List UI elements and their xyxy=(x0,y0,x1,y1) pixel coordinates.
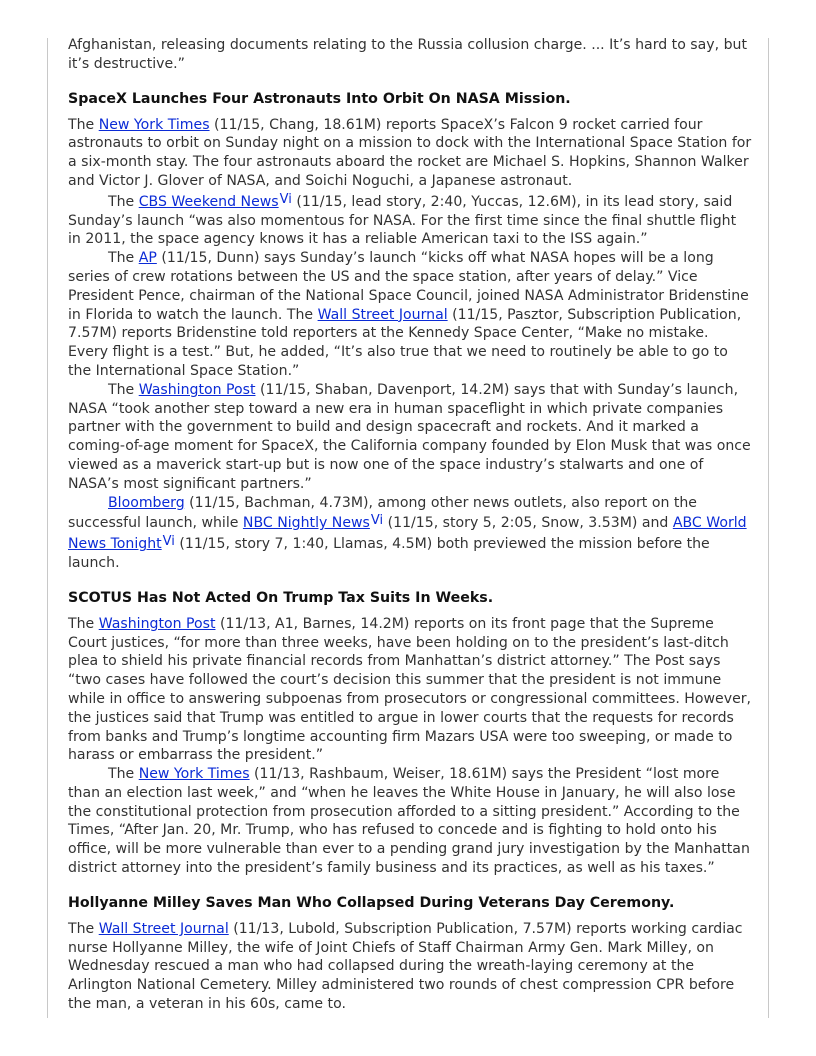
video-icon[interactable]: Vi xyxy=(279,191,292,207)
article-paragraph: The AP (11/15, Dunn) says Sunday’s launch “kicks off what NASA hopes will be a long series of crew rotations between the US and the space station, after years of delay.” Vice President Pence, chairman of the National Space Council, joined NASA Administrator Bridenstine in Florida to watch the launch. The Wall Street Journal (11/15, Pasztor, Subscription Publication, 7.57M) reports Bridenstine told reporters at the Kennedy Space Center, “Make no mistake. Every flight is a test.” But, he added, “It’s also true that we need to routinely be able to go to the International Space Station.” xyxy=(68,250,749,379)
left-margin-rule xyxy=(47,38,48,1018)
article-paragraph: The New York Times (11/13, Rashbaum, Weiser, 18.61M) says the President “lost more than an election last week,” and “when he leaves the White House in January, he will also lose the constitutional protection from prosecution afforded to a sitting president.” According to the Times, “After Jan. 20, Mr. Trump, who has refused to concede and is fighting to hold onto his office, will be more vulnerable than ever to a pending grand jury investigation by the Manhattan district attorney into the president’s family business and its practices, as well as his taxes.” xyxy=(68,766,750,877)
article-paragraph: Bloomberg (11/15, Bachman, 4.73M), among other news outlets, also report on the successful launch, while NBC Nightly NewsVi (11/15, story 5, 2:05, Snow, 3.53M) and ABC World News TonightVi (11/15, story 7, 1:40, Llamas, 4.5M) both previewed the mission before the launch. xyxy=(68,494,747,571)
source-link-cbs[interactable]: CBS Weekend News xyxy=(138,193,279,210)
newsletter-body xyxy=(68,36,752,1014)
article-paragraph: The CBS Weekend NewsVi (11/15, lead story, 2:40, Yuccas, 12.6M), in its lead story, said Sunday’s launch “was also momentous for NASA. For the first time since the final shuttle flight in 2011, the space agency knows it has a reliable American taxi to the ISS again.” xyxy=(68,191,737,248)
source-link-abc[interactable]: ABC World News Tonight xyxy=(68,515,747,553)
article-paragraph: The Washington Post (11/13, A1, Barnes, 14.2M) reports on its front page that the Supreme Court justices, “for more than three weeks, have been holding on to the president’s last-ditch plea to shield his private financial records from Manhattan’s district attorney.” The Post says “two cases have followed the court’s decision this summer that the president is not immune while in office to answering subpoenas from prosecutors or congressional committees. However, the justices said that Trump was entitled to argue in lower courts that the requests for records from banks and Trump’s longtime accounting firm Mazars USA were too sweeping, or made to harass or embarrass the president.” xyxy=(68,615,752,764)
article-headline-scotus: SCOTUS Has Not Acted On Trump Tax Suits In Weeks. xyxy=(68,589,494,606)
article-paragraph: The New York Times (11/15, Chang, 18.61M) reports SpaceX’s Falcon 9 rocket carried four astronauts to orbit on Sunday night on a mission to dock with the International Space Station for a six-month stay. The four astronauts aboard the rocket are Michael S. Hopkins, Shannon Walker and Victor J. Glover of NASA, and Soichi Noguchi, a Japanese astronaut. xyxy=(68,116,752,189)
source-link-nyt[interactable]: New York Times xyxy=(138,766,250,783)
source-link-ap[interactable]: AP xyxy=(138,250,157,267)
article-paragraph: The Wall Street Journal (11/13, Lubold, Subscription Publication, 7.57M) reports working cardiac nurse Hollyanne Milley, the wife of Joint Chiefs of Staff Chairman Army Gen. Mark Milley, on Wednesday rescued a man who had collapsed during the wreath-laying ceremony at the Arlington National Cemetery. Milley administered two rounds of chest compression CPR before the man, a veteran in his 60s, came to. xyxy=(68,920,743,1013)
source-link-nyt[interactable]: New York Times xyxy=(98,116,210,133)
source-link-wapo[interactable]: Washington Post xyxy=(138,381,256,398)
article-headline-spacex: SpaceX Launches Four Astronauts Into Orbit On NASA Mission. xyxy=(68,90,571,107)
right-margin-rule xyxy=(768,38,769,1018)
source-link-wapo[interactable]: Washington Post xyxy=(98,615,216,632)
source-link-wsj[interactable]: Wall Street Journal xyxy=(98,920,229,937)
intro-paragraph: Afghanistan, releasing documents relating to the Russia collusion charge. ... It’s hard to say, but it’s destructive.” xyxy=(68,37,747,72)
video-icon[interactable]: Vi xyxy=(370,513,384,529)
source-link-nbc[interactable]: NBC Nightly News xyxy=(242,515,370,532)
source-link-wsj[interactable]: Wall Street Journal xyxy=(317,306,448,323)
article-headline-milley: Hollyanne Milley Saves Man Who Collapsed During Veterans Day Ceremony. xyxy=(68,894,675,911)
video-icon[interactable]: Vi xyxy=(162,534,175,550)
source-link-bloomberg[interactable]: Bloomberg xyxy=(108,494,185,511)
article-paragraph: The Washington Post (11/15, Shaban, Davenport, 14.2M) says that with Sunday’s launch, NASA “took another step toward a new era in human spaceflight in which private companies partner with the government to build and design spacecraft and rockets. And it marked a coming-of-age moment for SpaceX, the California company founded by Elon Musk that was once viewed as a maverick start-up but is now one of the space industry’s stalwarts and one of NASA’s most significant partners.” xyxy=(68,381,751,492)
